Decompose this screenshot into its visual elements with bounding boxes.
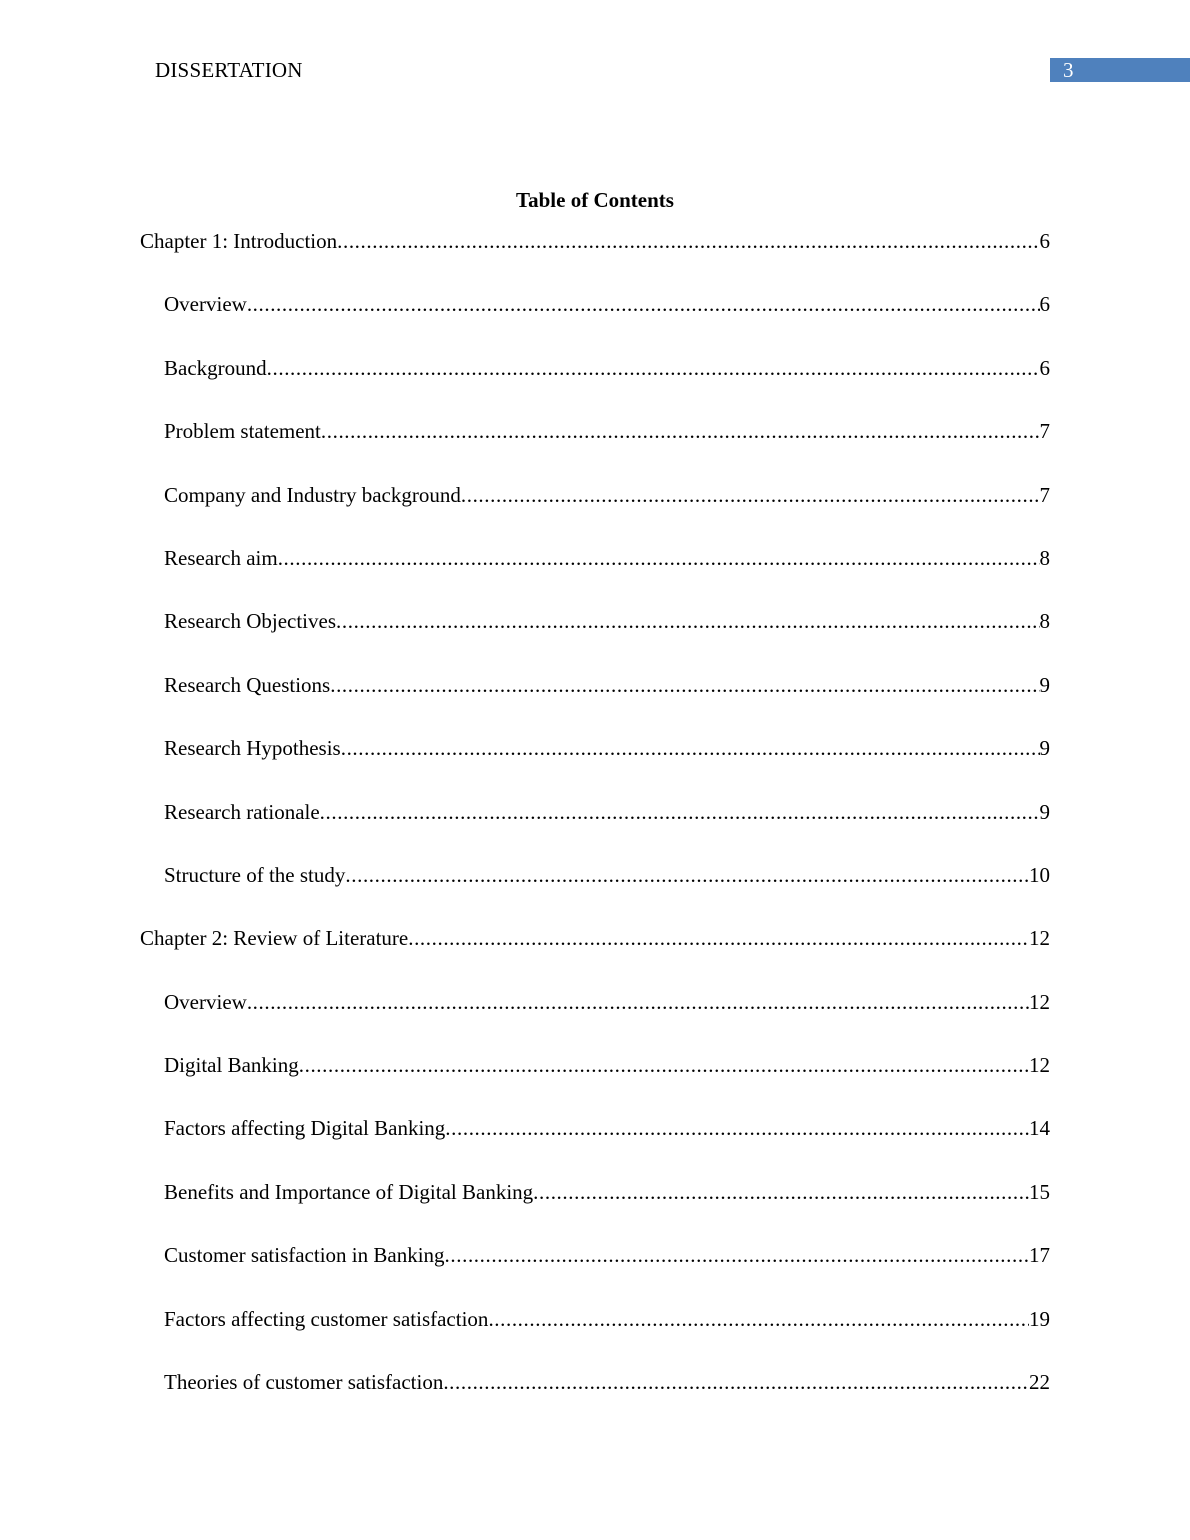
page-number-bar bbox=[1050, 58, 1190, 82]
running-header-title: DISSERTATION bbox=[155, 58, 303, 82]
toc-section-entry[interactable] bbox=[140, 989, 1050, 1052]
toc-section-entry[interactable] bbox=[140, 735, 1050, 798]
toc-entry-page-number: 9 bbox=[1039, 736, 1050, 761]
toc-entry-title: Factors affecting customer satisfaction bbox=[164, 1306, 489, 1331]
toc-entry-page-number: 9 bbox=[1039, 799, 1050, 824]
toc-entry-title: Chapter 2: Review of Literature bbox=[140, 926, 409, 951]
toc-entry-page-number: 14 bbox=[1029, 1116, 1050, 1141]
toc-section-entry[interactable] bbox=[140, 1052, 1050, 1115]
toc-dot-leader bbox=[445, 1115, 1029, 1141]
toc-dot-leader bbox=[336, 608, 1039, 634]
toc-section-entry[interactable] bbox=[140, 482, 1050, 545]
toc-entry-title: Structure of the study bbox=[164, 862, 346, 887]
toc-dot-leader bbox=[345, 862, 1029, 888]
toc-dot-leader bbox=[445, 1242, 1029, 1268]
toc-dot-leader bbox=[443, 1369, 1029, 1395]
toc-dot-leader bbox=[533, 1179, 1029, 1205]
table-of-contents bbox=[140, 228, 1050, 1432]
toc-entry-title: Background bbox=[164, 355, 267, 380]
toc-entry-page-number: 22 bbox=[1029, 1370, 1050, 1395]
toc-entry-title: Factors affecting Digital Banking bbox=[164, 1116, 446, 1141]
toc-entry-title: Customer satisfaction in Banking bbox=[164, 1243, 445, 1268]
toc-entry-page-number: 15 bbox=[1029, 1179, 1050, 1204]
toc-entry-title: Research aim bbox=[164, 545, 278, 570]
toc-entry-title: Overview bbox=[164, 989, 247, 1014]
toc-entry-title: Research Hypothesis bbox=[164, 736, 341, 761]
toc-entry-page-number: 6 bbox=[1039, 355, 1050, 380]
toc-entry-page-number: 19 bbox=[1029, 1306, 1050, 1331]
toc-entry-title: Company and Industry background bbox=[164, 482, 461, 507]
toc-entry-page-number: 10 bbox=[1029, 862, 1050, 887]
toc-entry-title: Research rationale bbox=[164, 799, 320, 824]
toc-section-entry[interactable] bbox=[140, 1242, 1050, 1305]
toc-entry-page-number: 8 bbox=[1039, 609, 1050, 634]
toc-section-entry[interactable] bbox=[140, 672, 1050, 735]
toc-dot-leader bbox=[488, 1306, 1029, 1332]
toc-section-entry[interactable] bbox=[140, 291, 1050, 354]
toc-section-entry[interactable] bbox=[140, 545, 1050, 608]
toc-entry-title: Overview bbox=[164, 292, 247, 317]
toc-dot-leader bbox=[278, 545, 1040, 571]
toc-dot-leader bbox=[461, 482, 1040, 508]
toc-section-entry[interactable] bbox=[140, 418, 1050, 481]
toc-dot-leader bbox=[337, 228, 1039, 254]
toc-section-entry[interactable] bbox=[140, 862, 1050, 925]
toc-dot-leader bbox=[341, 735, 1040, 761]
toc-entry-title: Digital Banking bbox=[164, 1053, 299, 1078]
toc-dot-leader bbox=[247, 291, 1040, 317]
toc-dot-leader bbox=[299, 1052, 1029, 1078]
toc-section-entry[interactable] bbox=[140, 355, 1050, 418]
toc-entry-title: Problem statement bbox=[164, 419, 321, 444]
toc-dot-leader bbox=[267, 355, 1040, 381]
toc-section-entry[interactable] bbox=[140, 1179, 1050, 1242]
toc-dot-leader bbox=[247, 989, 1029, 1015]
toc-section-entry[interactable] bbox=[140, 608, 1050, 671]
toc-entry-title: Theories of customer satisfaction bbox=[164, 1370, 444, 1395]
toc-entry-page-number: 7 bbox=[1039, 419, 1050, 444]
toc-entry-page-number: 6 bbox=[1039, 292, 1050, 317]
toc-section-entry[interactable] bbox=[140, 1115, 1050, 1178]
toc-heading: Table of Contents bbox=[516, 188, 674, 212]
toc-entry-title: Research Questions bbox=[164, 672, 331, 697]
toc-entry-page-number: 17 bbox=[1029, 1243, 1050, 1268]
toc-chapter-entry[interactable] bbox=[140, 228, 1050, 291]
toc-dot-leader bbox=[330, 672, 1039, 698]
toc-dot-leader bbox=[320, 799, 1040, 825]
toc-entry-title: Benefits and Importance of Digital Banking bbox=[164, 1179, 534, 1204]
toc-chapter-entry[interactable] bbox=[140, 925, 1050, 988]
page-number: 3 bbox=[1063, 58, 1074, 82]
toc-entry-title: Chapter 1: Introduction bbox=[140, 229, 338, 253]
toc-section-entry[interactable] bbox=[140, 1369, 1050, 1432]
toc-entry-page-number: 7 bbox=[1039, 482, 1050, 507]
toc-dot-leader bbox=[321, 418, 1040, 444]
toc-entry-page-number: 12 bbox=[1029, 989, 1050, 1014]
toc-entry-page-number: 9 bbox=[1039, 672, 1050, 697]
toc-section-entry[interactable] bbox=[140, 799, 1050, 862]
toc-section-entry[interactable] bbox=[140, 1306, 1050, 1369]
toc-entry-title: Research Objectives bbox=[164, 609, 337, 634]
toc-entry-page-number: 12 bbox=[1029, 1053, 1050, 1078]
toc-dot-leader bbox=[408, 925, 1029, 951]
toc-entry-page-number: 12 bbox=[1029, 926, 1050, 951]
toc-entry-page-number: 6 bbox=[1039, 229, 1050, 253]
toc-entry-page-number: 8 bbox=[1039, 545, 1050, 570]
